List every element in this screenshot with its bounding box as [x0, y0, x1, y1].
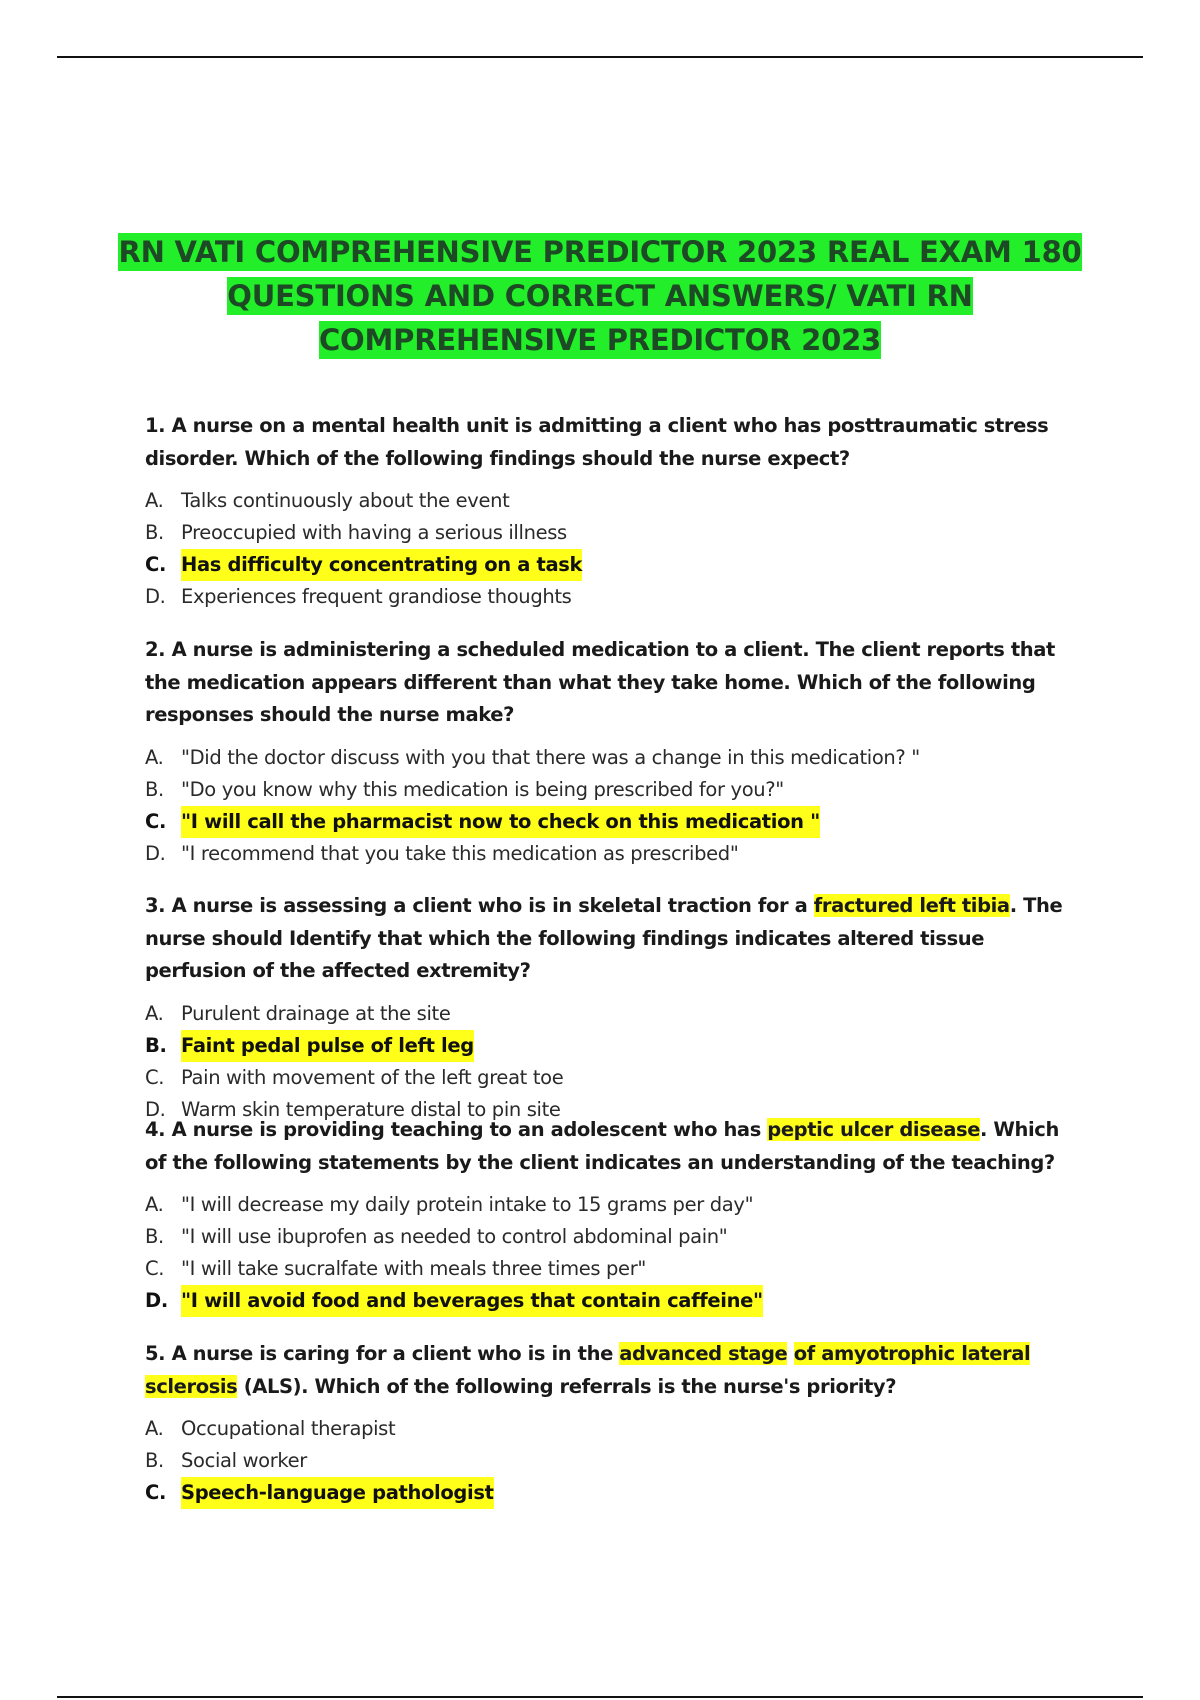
option-letter: C.: [145, 1481, 167, 1504]
option-letter: B.: [145, 521, 164, 544]
option-text: "Did the doctor discuss with you that there was a change in this medication? ": [181, 745, 920, 769]
option-a: [145, 485, 1085, 517]
option-text: "I will take sucralfate with meals three times per": [181, 1257, 646, 1280]
option-b: [145, 774, 1085, 806]
option-d: [145, 838, 1085, 870]
title-line-3: COMPREHENSIVE PREDICTOR 2023: [318, 323, 882, 357]
question-1: [145, 410, 1085, 634]
option-letter: B.: [145, 1225, 164, 1248]
option-text: Occupational therapist: [181, 1417, 396, 1440]
option-c: [145, 1062, 1085, 1094]
answer-options: [145, 485, 1085, 613]
option-text: "I will decrease my daily protein intake to 15 grams per day": [181, 1193, 754, 1216]
answer-options: [145, 1189, 1085, 1317]
option-b: [145, 1445, 1085, 1477]
option-letter: B.: [145, 1449, 164, 1472]
option-letter: A.: [145, 1001, 164, 1025]
answer-options: [145, 742, 1085, 870]
page-title: [0, 230, 1200, 362]
option-letter: D.: [145, 1097, 166, 1121]
option-text: Pain with movement of the left great toe: [181, 1065, 564, 1089]
option-text: Purulent drainage at the site: [181, 1001, 451, 1025]
option-text: "I recommend that you take this medication as prescribed": [181, 841, 739, 865]
bottom-rule: [57, 1696, 1143, 1698]
option-text: Experiences frequent grandiose thoughts: [181, 585, 572, 608]
option-text: Warm skin temperature distal to pin site: [181, 1097, 561, 1121]
option-letter: C.: [145, 1257, 165, 1280]
option-letter: C.: [145, 809, 167, 833]
option-letter: A.: [145, 745, 164, 769]
option-d: [145, 581, 1085, 613]
option-a: [145, 1189, 1085, 1221]
option-text: Faint pedal pulse of left leg: [181, 1030, 474, 1062]
question-text-end: . The nurse should Identify that which the following findings indicates altered tissue perfusion of the affected extremity?: [145, 894, 1063, 982]
answer-options: [145, 998, 1085, 1126]
option-a: [145, 998, 1085, 1030]
title-line-2: QUESTIONS AND CORRECT ANSWERS/ VATI RN: [227, 279, 973, 313]
title-line-1: RN VATI COMPREHENSIVE PREDICTOR 2023 REAL EXAM 180: [118, 235, 1082, 269]
question-text: [145, 1114, 1085, 1179]
question-text: 1. A nurse on a mental health unit is admitting a client who has posttraumatic stress disorder. Which of the following findings should the nurse expect?: [145, 414, 1049, 470]
option-letter: D.: [145, 841, 166, 865]
option-letter: A.: [145, 489, 164, 512]
option-letter: D.: [145, 1289, 168, 1312]
option-text: "I will avoid food and beverages that contain caffeine": [181, 1285, 763, 1317]
question-2: [145, 634, 1085, 890]
option-text: Social worker: [181, 1449, 307, 1472]
question-text-end: . Which of the following statements by the client indicates an understanding of the teaching?: [145, 1118, 1059, 1174]
option-text: Preoccupied with having a serious illness: [181, 521, 567, 544]
question-text-end: (ALS). Which of the following referrals is the nurse's priority?: [237, 1374, 897, 1398]
option-c-correct: [145, 549, 1085, 581]
option-b-correct: [145, 1030, 1085, 1062]
question-text: [145, 890, 1085, 988]
option-letter: C.: [145, 1065, 165, 1089]
question-list: [145, 410, 1085, 1509]
question-3: [145, 890, 1085, 1121]
option-text: "Do you know why this medication is being prescribed for you?": [181, 777, 784, 801]
question-text-start: 5. A nurse is caring for a client who is in the: [145, 1342, 620, 1365]
option-letter: A.: [145, 1193, 164, 1216]
answer-options: [145, 1413, 1085, 1509]
option-letter: B.: [145, 1033, 167, 1057]
question-text-gap: [787, 1342, 793, 1365]
top-rule: [57, 56, 1143, 58]
option-a: [145, 1413, 1085, 1445]
option-text: Talks continuously about the event: [181, 489, 510, 512]
option-c: [145, 1253, 1085, 1285]
question-5: [145, 1338, 1085, 1509]
option-letter: D.: [145, 585, 166, 608]
question-4: [145, 1114, 1085, 1338]
highlighted-phrase: advanced stage: [619, 1342, 788, 1365]
option-text: Has difficulty concentrating on a task: [181, 549, 582, 581]
question-text-start: 3. A nurse is assessing a client who is in skeletal traction for a: [145, 894, 814, 917]
question-text-start: 4. A nurse is providing teaching to an adolescent who has: [145, 1118, 768, 1141]
option-d-correct: [145, 1285, 1085, 1317]
question-text: [145, 1338, 1085, 1403]
option-b: [145, 517, 1085, 549]
option-text: Speech-language pathologist: [181, 1477, 494, 1509]
option-letter: C.: [145, 553, 167, 576]
option-text: "I will call the pharmacist now to check on this medication ": [181, 806, 820, 838]
option-letter: B.: [145, 777, 164, 801]
highlighted-phrase: peptic ulcer disease: [767, 1118, 981, 1141]
option-b: [145, 1221, 1085, 1253]
option-c-correct: [145, 806, 1085, 838]
option-letter: A.: [145, 1417, 164, 1440]
highlighted-phrase: fractured left tibia: [813, 894, 1010, 917]
option-a: [145, 742, 1085, 774]
question-text: 2. A nurse is administering a scheduled medication to a client. The client reports that the medication appears different than what they take home. Which of the following responses should the nurse make?: [145, 638, 1055, 726]
option-c-correct: [145, 1477, 1085, 1509]
option-text: "I will use ibuprofen as needed to control abdominal pain": [181, 1225, 728, 1248]
highlighted-phrase-2: of amyotrophic lateral sclerosis: [145, 1342, 1031, 1398]
